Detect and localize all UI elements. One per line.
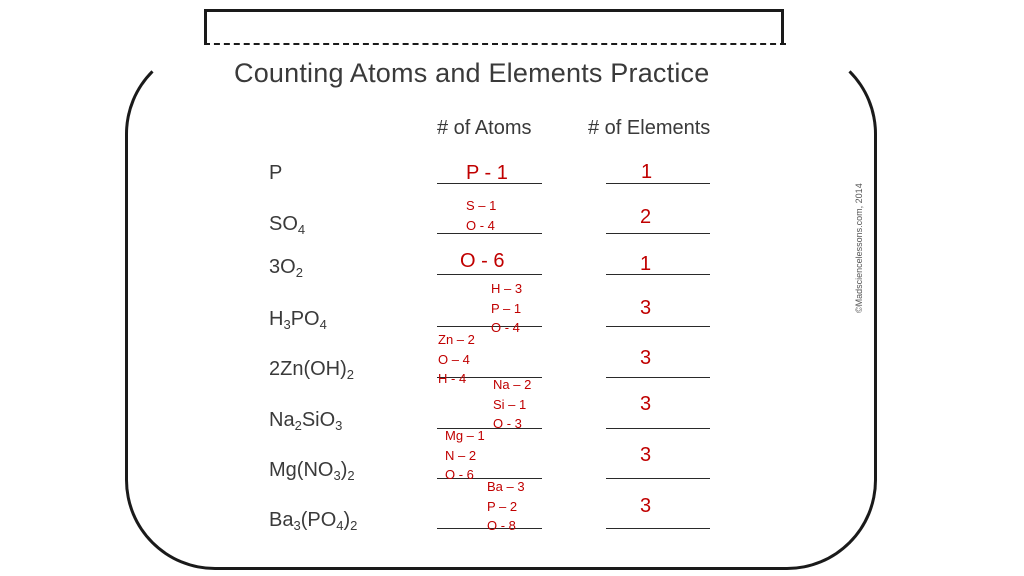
elements-answer-line bbox=[606, 428, 710, 429]
elements-answer-row-2: 2 bbox=[640, 206, 652, 228]
elements-answer-row-8: 3 bbox=[640, 495, 652, 517]
elements-answer-row-7: 3 bbox=[640, 444, 652, 466]
elements-answer-row-3: 1 bbox=[640, 253, 652, 275]
elements-answer-line bbox=[606, 233, 710, 234]
worksheet-tab bbox=[204, 9, 784, 45]
header-elements: # of Elements bbox=[588, 117, 711, 139]
atoms-answer-row-6: Na – 2 Si – 1 O - 3 bbox=[493, 377, 532, 431]
formula-row-3: $3O_2$ bbox=[269, 256, 303, 280]
formula-row-1: P bbox=[269, 162, 283, 184]
atoms-answer-row-1: P - 1 bbox=[466, 162, 508, 184]
atoms-answer-row-8: Ba – 3 P – 2 O - 8 bbox=[487, 479, 525, 533]
header-atoms: # of Atoms bbox=[437, 117, 532, 139]
elements-answer-line bbox=[606, 528, 710, 529]
elements-answer-row-1: 1 bbox=[641, 161, 653, 183]
formula-row-8: $Ba_3(PO_4)_2$ bbox=[269, 509, 358, 533]
atoms-answer-line bbox=[437, 274, 542, 275]
formula-row-4: $H_3PO_4$ bbox=[269, 308, 327, 332]
elements-answer-row-5: 3 bbox=[640, 347, 652, 369]
atoms-answer-row-2: S – 1 O - 4 bbox=[466, 198, 497, 233]
atoms-answer-line bbox=[437, 326, 542, 327]
formula-row-2: $SO_4$ bbox=[269, 213, 306, 237]
dashed-divider bbox=[204, 43, 786, 45]
formula-row-7: $Mg(NO_3)_2$ bbox=[269, 459, 355, 483]
elements-answer-row-4: 3 bbox=[640, 297, 652, 319]
elements-answer-line bbox=[606, 183, 710, 184]
atoms-answer-row-7: Mg – 1 N – 2 O - 6 bbox=[445, 428, 485, 482]
atoms-answer-row-5: Zn – 2 O – 4 H - 4 bbox=[438, 332, 475, 386]
elements-answer-row-6: 3 bbox=[640, 393, 652, 415]
elements-answer-line bbox=[606, 274, 710, 275]
atoms-answer-row-4: H – 3 P – 1 O - 4 bbox=[491, 281, 523, 335]
elements-answer-line bbox=[606, 478, 710, 479]
elements-answer-line bbox=[606, 326, 710, 327]
elements-answer-line bbox=[606, 377, 710, 378]
atoms-answer-row-3: O - 6 bbox=[460, 250, 505, 272]
copyright-credit: ©Madsciencelessons.com, 2014 bbox=[854, 183, 864, 313]
formula-row-5: $2Zn(OH)_2$ bbox=[269, 358, 355, 382]
worksheet-title: Counting Atoms and Elements Practice bbox=[234, 58, 710, 88]
formula-row-6: $Na_2SiO_3$ bbox=[269, 409, 343, 433]
